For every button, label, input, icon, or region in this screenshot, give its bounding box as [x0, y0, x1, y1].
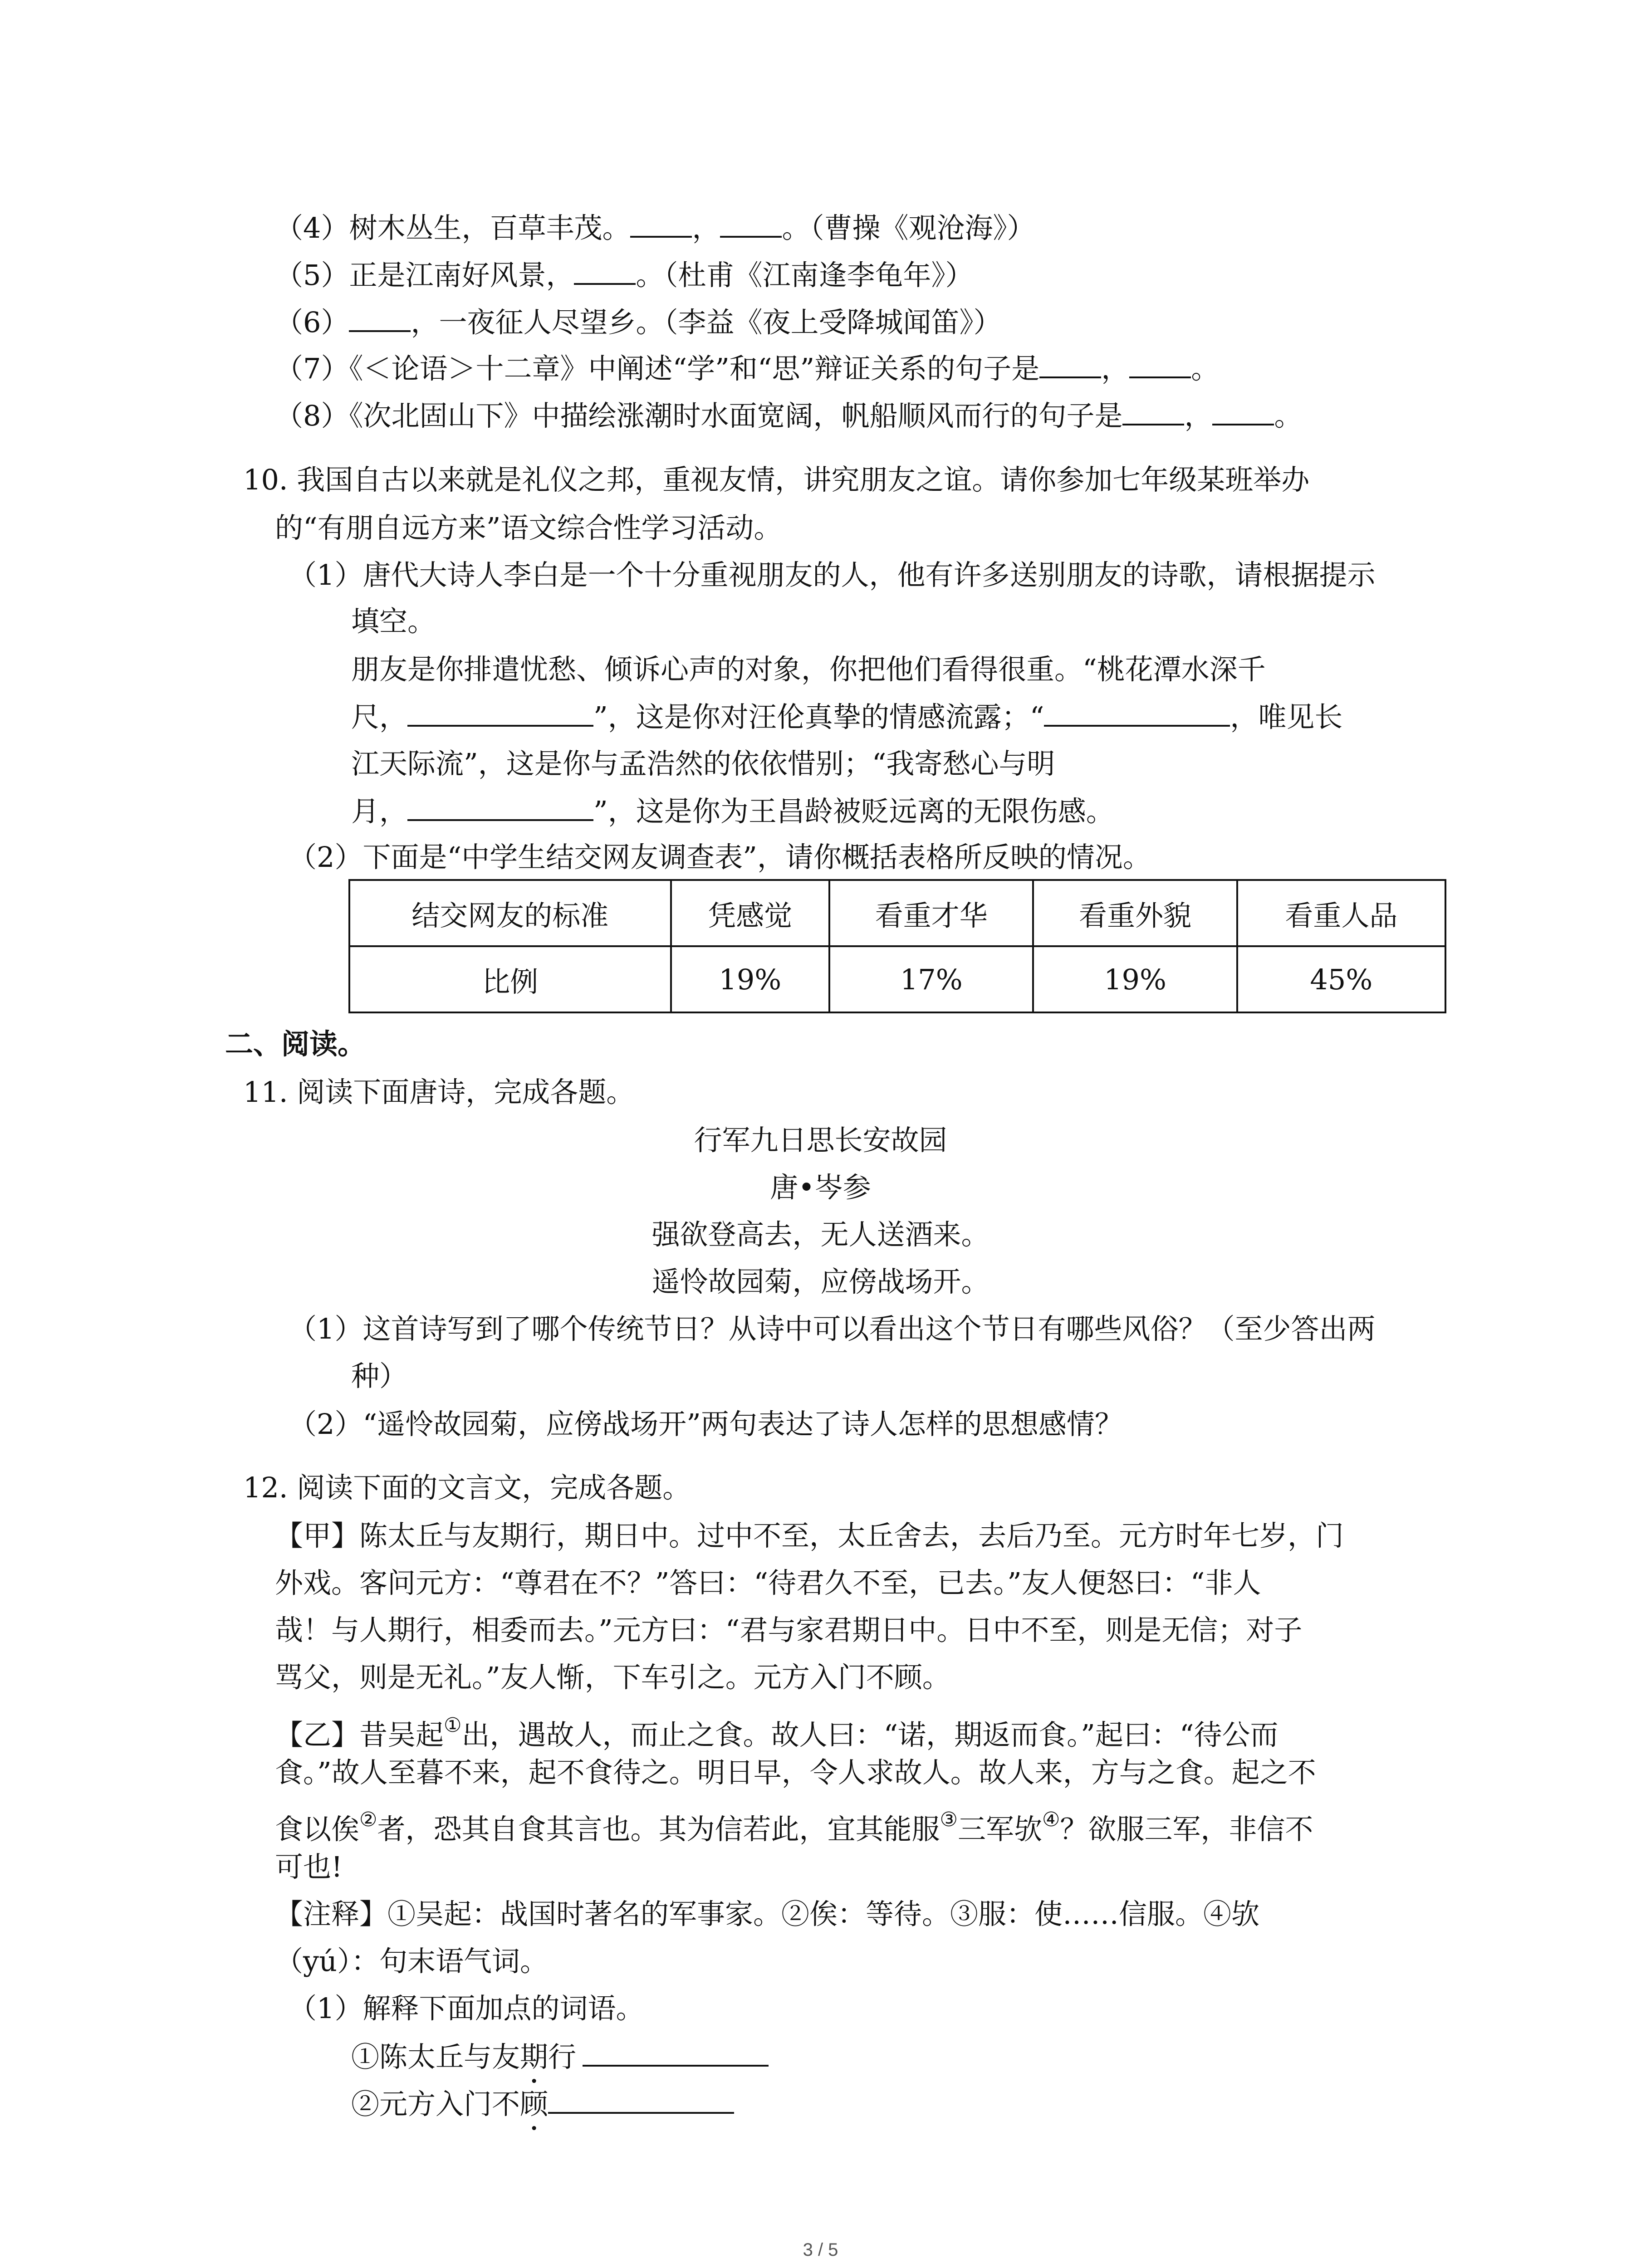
table-header-cell: 凭感觉	[671, 880, 830, 946]
footnote-mark: ④	[1042, 1808, 1060, 1831]
annotation: 【注释】①吴起：战国时著名的军事家。②俟：等待。③服：使……信服。④欤	[275, 1897, 1260, 1931]
passage-yi-cont: 食。”故人至暮不来，起不食待之。明日早，令人求故人。故人来，方与之食。起之不	[275, 1756, 1316, 1789]
survey-table	[348, 879, 1446, 1013]
table-cell: 17%	[829, 946, 1033, 1012]
answer-blank[interactable]	[1212, 397, 1274, 425]
answer-blank[interactable]	[574, 257, 636, 285]
poem-author: 唐•岑参	[770, 1171, 871, 1204]
q10-intro-cont: 的“有朋自远方来”语文综合性学习活动。	[275, 511, 782, 544]
q10-intro: 10. 我国自古以来就是礼仪之邦，重视友情，讲究朋友之谊。请你参加七年级某班举办	[243, 463, 1310, 496]
q9-item-6: （6） ，一夜征人尽望乡。（李益《夜上受降城闻笛》）	[275, 304, 1001, 341]
answer-blank[interactable]	[583, 2038, 769, 2067]
passage-yi-cont: 食以俟②者，恐其自食其言也。其为信若此，宜其能服③三军欤④？欲服三军，非信不	[275, 1808, 1313, 1846]
q10-part1: （1）唐代大诗人李白是一个十分重视朋友的人，他有许多送别朋友的诗歌，请根据提示	[289, 558, 1376, 591]
section-heading: 二、阅读。	[225, 1027, 366, 1061]
q10-part1-text: 朋友是你排遣忧愁、倾诉心声的对象，你把他们看得很重。“桃花潭水深千	[351, 653, 1266, 686]
q10-part1-blanks-2: 月， ”，这是你为王昌龄被贬远离的无限伤感。	[351, 793, 1114, 830]
q12-item-1: ①陈太丘与友期行	[351, 2038, 769, 2090]
q11-part1-cont: 种）	[351, 1359, 408, 1393]
dotted-word: 顾	[520, 2087, 549, 2121]
answer-blank[interactable]	[407, 793, 593, 821]
answer-blank[interactable]	[1044, 699, 1230, 727]
answer-blank[interactable]	[1122, 397, 1184, 425]
q9-item-4: （4）树木丛生，百草丰茂。 ， 。（曹操《观沧海》）	[275, 210, 1035, 246]
poem-line: 强欲登高去，无人送酒来。	[652, 1218, 989, 1251]
q10-part1-blanks-1: 尺， ”，这是你对汪伦真挚的情感流露；“ ，唯见长	[351, 699, 1342, 735]
q9-item-5: （5）正是江南好风景， 。（杜甫《江南逢李龟年》）	[275, 257, 973, 293]
q11-part2: （2）“遥怜故园菊，应傍战场开”两句表达了诗人怎样的思想感情？	[289, 1408, 1123, 1441]
annotation-cont: （yú）：句末语气词。	[275, 1945, 548, 1978]
passage-yi: 【乙】昔吴起①出，遇故人，而止之食。故人曰：“诺，期返而食。”起曰：“待公而	[275, 1714, 1279, 1751]
footnote-mark: ②	[359, 1808, 377, 1831]
table-row	[349, 946, 1445, 1012]
table-cell: 45%	[1237, 946, 1445, 1012]
footnote-mark: ①	[444, 1714, 462, 1737]
answer-blank[interactable]	[720, 210, 782, 238]
table-cell: 19%	[1033, 946, 1237, 1012]
q12-intro: 12. 阅读下面的文言文，完成各题。	[243, 1471, 691, 1504]
answer-blank[interactable]	[630, 210, 692, 238]
table-cell: 19%	[671, 946, 830, 1012]
table-header-cell: 看重人品	[1237, 880, 1445, 946]
q12-part1: （1）解释下面加点的词语。	[289, 1992, 644, 2025]
passage-jia-cont: 骂父，则是无礼。”友人惭，下车引之。元方入门不顾。	[275, 1661, 950, 1694]
page-number: 3 / 5	[803, 2240, 838, 2260]
q9-item-8: （8）《次北固山下》中描绘涨潮时水面宽阔，帆船顺风而行的句子是 ， 。	[275, 397, 1302, 434]
passage-jia-cont: 哉！与人期行，相委而去。”元方曰：“君与家君期日中。日中不至，则是无信；对子	[275, 1613, 1303, 1647]
passage-jia: 【甲】陈太丘与友期行，期日中。过中不至，太丘舍去，去后乃至。元方时年七岁，门	[275, 1519, 1344, 1552]
q10-part2: （2）下面是“中学生结交网友调查表”，请你概括表格所反映的情况。	[289, 841, 1151, 874]
q9-item-7: （7）《＜论语＞十二章》中阐述“学”和“思”辩证关系的句子是 ， 。	[275, 350, 1219, 387]
footnote-mark: ③	[940, 1808, 958, 1831]
dotted-word: 期	[520, 2040, 549, 2073]
passage-jia-cont: 外戏。客问元方：“尊君在不？”答曰：“待君久不至，已去。”友人便怒曰：“非人	[275, 1566, 1261, 1599]
answer-blank[interactable]	[407, 699, 593, 727]
passage-yi-cont: 可也!	[275, 1850, 343, 1883]
answer-blank[interactable]	[548, 2086, 734, 2114]
poem-line: 遥怜故园菊，应傍战场开。	[652, 1265, 989, 1298]
answer-blank[interactable]	[1129, 350, 1191, 378]
table-header-row	[349, 880, 1445, 946]
q11-intro: 11. 阅读下面唐诗，完成各题。	[243, 1075, 635, 1109]
q11-part1: （1）这首诗写到了哪个传统节日？从诗中可以看出这个节日有哪些风俗？（至少答出两	[289, 1312, 1376, 1345]
q10-part1-cont: 填空。	[351, 605, 436, 638]
q10-part1-text-2: 江天际流”，这是你与孟浩然的依依惜别；“我寄愁心与明	[351, 747, 1055, 780]
table-header-cell: 看重才华	[829, 880, 1033, 946]
answer-blank[interactable]	[349, 304, 411, 332]
table-header-cell: 结交网友的标准	[349, 880, 671, 946]
table-header-cell: 看重外貌	[1033, 880, 1237, 946]
poem-title: 行军九日思长安故园	[694, 1124, 947, 1157]
table-cell: 比例	[349, 946, 671, 1012]
q12-item-2: ②元方入门不顾	[351, 2086, 734, 2137]
answer-blank[interactable]	[1039, 350, 1101, 378]
